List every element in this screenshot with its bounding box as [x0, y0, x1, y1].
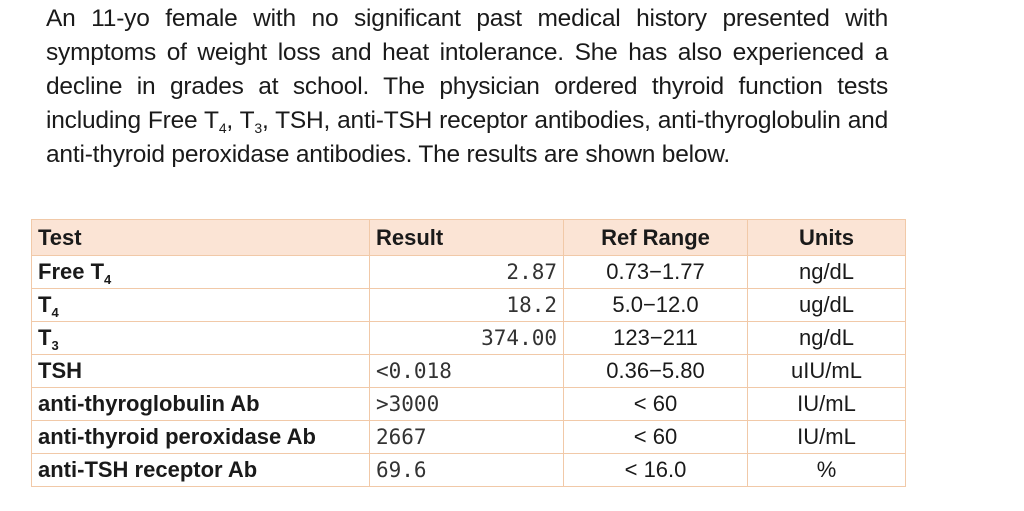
- table-row: [32, 454, 906, 487]
- case-text-part3: , TSH, anti-TSH receptor antibodies, anti-thyroglobulin and anti-thyroid peroxidase antibodies. The results are shown below.: [46, 107, 888, 168]
- ref-range-value: 0.73−1.77: [564, 256, 748, 289]
- test-name: Free T: [38, 259, 105, 284]
- test-name-cell: [32, 421, 370, 454]
- ref-range-value: < 60: [564, 421, 748, 454]
- header-result: Result: [370, 220, 564, 256]
- result-value: 2667: [370, 421, 564, 454]
- test-subscript: 4: [51, 305, 59, 320]
- ref-range-value: 123−211: [564, 322, 748, 355]
- test-subscript: 3: [51, 338, 59, 353]
- units-value: uIU/mL: [748, 355, 906, 388]
- test-name-cell: [32, 256, 370, 289]
- result-value: 2.87: [370, 256, 564, 289]
- header-units: Units: [748, 220, 906, 256]
- case-description: [46, 2, 888, 172]
- units-value: %: [748, 454, 906, 487]
- case-text-sub2: 3: [254, 120, 262, 136]
- test-name: anti-thyroglobulin Ab: [38, 391, 260, 416]
- case-text-part2: , T: [226, 107, 255, 134]
- result-value: <0.018: [370, 355, 564, 388]
- table-row: [32, 355, 906, 388]
- result-value: 69.6: [370, 454, 564, 487]
- thyroid-results-table: [31, 219, 906, 487]
- result-value: 374.00: [370, 322, 564, 355]
- test-name: anti-TSH receptor Ab: [38, 457, 258, 482]
- table-row: [32, 421, 906, 454]
- test-name-cell: [32, 289, 370, 322]
- units-value: ng/dL: [748, 256, 906, 289]
- case-text-part1: An 11-yo female with no significant past medical history presented with symptoms of weight loss and heat intolerance. She has also experienced a decline in grades at school. The physician ordered thyroid function tests including Free T: [46, 5, 888, 134]
- test-name: anti-thyroid peroxidase Ab: [38, 424, 316, 449]
- table-row: [32, 256, 906, 289]
- units-value: IU/mL: [748, 421, 906, 454]
- test-name: TSH: [38, 358, 82, 383]
- table-row: [32, 322, 906, 355]
- table-row: [32, 289, 906, 322]
- ref-range-value: 5.0−12.0: [564, 289, 748, 322]
- test-name-cell: [32, 322, 370, 355]
- units-value: IU/mL: [748, 388, 906, 421]
- result-value: 18.2: [370, 289, 564, 322]
- units-value: ug/dL: [748, 289, 906, 322]
- test-name-cell: [32, 355, 370, 388]
- test-name: T: [38, 292, 52, 317]
- table-row: [32, 388, 906, 421]
- result-value: >3000: [370, 388, 564, 421]
- ref-range-value: < 16.0: [564, 454, 748, 487]
- test-name-cell: [32, 388, 370, 421]
- ref-range-value: < 60: [564, 388, 748, 421]
- table-header-row: [32, 220, 906, 256]
- header-ref-range: Ref Range: [564, 220, 748, 256]
- case-text-sub1: 4: [218, 120, 227, 136]
- units-value: ng/dL: [748, 322, 906, 355]
- ref-range-value: 0.36−5.80: [564, 355, 748, 388]
- test-name-cell: [32, 454, 370, 487]
- header-test: Test: [32, 220, 370, 256]
- test-name: T: [38, 325, 52, 350]
- test-subscript: 4: [104, 272, 112, 287]
